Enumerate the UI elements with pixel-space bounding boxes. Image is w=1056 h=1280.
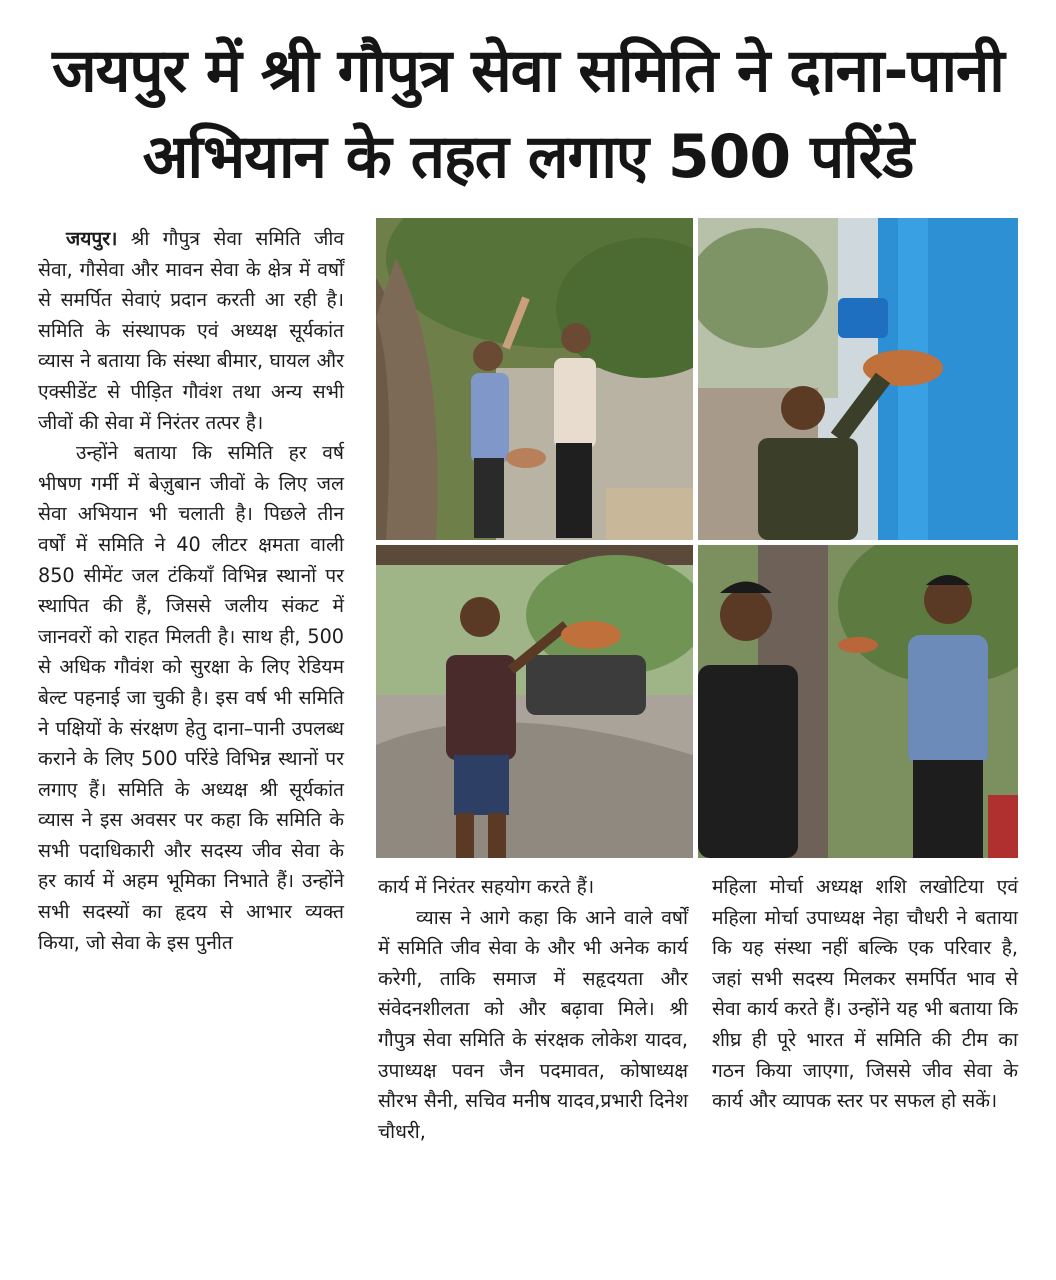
article-paragraph — [38, 224, 344, 438]
article-column-1 — [38, 224, 344, 958]
article-text: श्री गौपुत्र सेवा समिति जीव सेवा, गौसेवा और मावन सेवा के क्षेत्र में वर्षों से समर्पित सेवाएं प्रदान करती आ रही है। समिति के संस्थापक एवं अध्यक्ष सूर्यकांत व्यास ने बताया कि संस्था बीमार, घायल और एक्सीडेंट से पीड़ित गौवंश तथा अन्य सभी जीवों की सेवा में निरंतर तत्पर है। — [38, 227, 344, 434]
headline-line-2: अभियान के तहत लगाए 500 परिंडे — [142, 122, 914, 192]
article-paragraph: कार्य में निरंतर सहयोग करते हैं। — [378, 875, 595, 898]
article-paragraph: व्यास ने आगे कहा कि आने वाले वर्षों में समिति जीव सेवा के और भी अनेक कार्य करेगी, ताकि समाज में सहृदयता और संवेदनशीलता को और बढ़ावा मिले। श्री गौपुत्र सेवा समिति के संरक्षक लोकेश यादव, उपाध्यक्ष पवन जैन पदमावत, कोषाध्यक्ष सौरभ सैनी, सचिव मनीष यादव,प्रभारी दिनेश चौधरी, — [378, 905, 688, 1143]
article-paragraph: महिला मोर्चा अध्यक्ष शशि लखोटिया एवं महिला मोर्चा उपाध्यक्ष नेहा चौधरी ने बताया कि यह संस्था नहीं बल्कि एक परिवार है, जहां सभी सदस्य मिलकर समर्पित भाव से सेवा कार्य करते हैं। उन्होंने यह भी बताया कि शीघ्र ही पूरे भारत में समिति की टीम का गठन किया जाएगा, जिससे जीव सेवा के कार्य और व्यापक स्तर पर सफल हो सकें। — [712, 875, 1018, 1113]
article-column-2 — [378, 872, 688, 1147]
headline — [20, 28, 1036, 200]
photo-tree-feeder — [376, 218, 693, 540]
photo-rubble-feeder — [376, 545, 693, 858]
headline-line-1: जयपुर में श्री गौपुत्र सेवा समिति ने दाना-पानी — [52, 36, 1004, 106]
photo-blue-pole-feeder — [698, 218, 1018, 540]
photo-two-men-tree — [698, 545, 1018, 858]
article-column-3 — [712, 872, 1018, 1117]
dateline: जयपुर। — [66, 227, 118, 250]
article-paragraph: उन्होंने बताया कि समिति हर वर्ष भीषण गर्मी में बेज़ुबान जीवों के लिए जल सेवा अभियान भी चलाती है। पिछले तीन वर्षों में समिति ने 40 लीटर क्षमता वाली 850 सीमेंट जल टंकियाँ विभिन्न स्थानों पर स्थापित की हैं, जिससे जलीय संकट में जानवरों को राहत मिलती है। साथ ही, 500 से अधिक गौवंश को सुरक्षा के लिए रेडियम बेल्ट पहनाई जा चुकी है। इस वर्ष भी समिति ने पक्षियों के संरक्षण हेतु दाना–पानी उपलब्ध कराने के लिए 500 परिंडे विभिन्न स्थानों पर लगाए हैं। समिति के अध्यक्ष श्री सूर्यकांत व्यास ने इस अवसर पर कहा कि समिति के सभी पदाधिकारी और सदस्य जीव सेवा के हर कार्य में अहम भूमिका निभाते हैं। उन्होंने सभी सदस्यों का हृदय से आभार व्यक्त किया, जो सेवा के इस पुनीत — [38, 441, 344, 954]
